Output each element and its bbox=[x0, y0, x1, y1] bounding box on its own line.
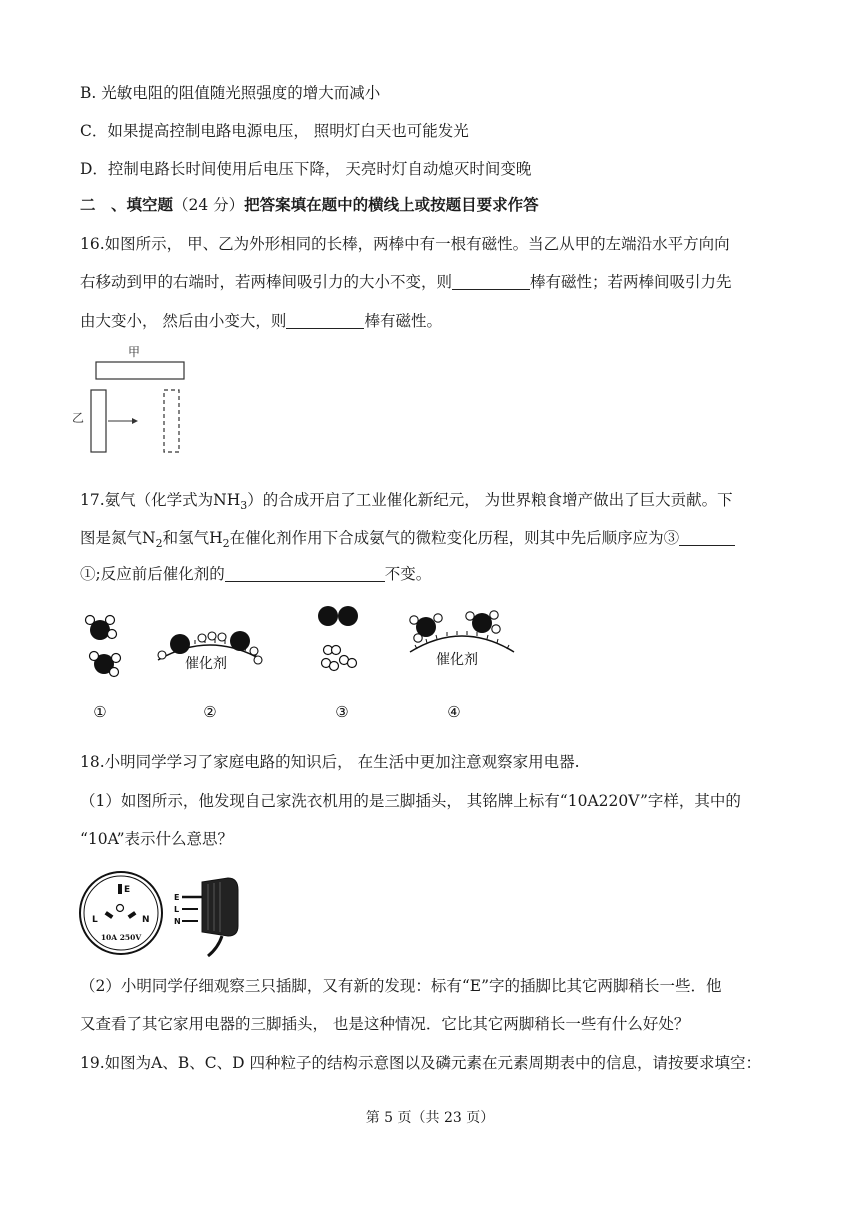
option-d: D．控制电路长时间使用后电压下降， 天亮时灯自动熄灭时间变晚 bbox=[80, 160, 532, 178]
q16-text3b: 棒有磁性。 bbox=[364, 312, 442, 330]
q17-text3b: 不变。 bbox=[384, 565, 432, 583]
q17-blank2[interactable] bbox=[225, 565, 385, 582]
q16-text2b: 棒有磁性；若两棒间吸引力先 bbox=[530, 273, 732, 291]
section-instruction: 把答案填在题中的横线上或按题目要求作答 bbox=[244, 195, 539, 214]
q17-text3a: ①;反应前后催化剂的 bbox=[80, 565, 225, 583]
n2-subscript: 2 bbox=[155, 537, 163, 550]
stage-label-2: ② bbox=[203, 703, 217, 721]
page-footer: 第 5 页（共 23 页） bbox=[365, 1110, 495, 1126]
pin-label-n: N bbox=[142, 915, 150, 925]
side-label-l: L bbox=[174, 905, 180, 914]
stage-label-1: ① bbox=[93, 703, 107, 721]
q18-plug-figure bbox=[78, 870, 248, 960]
q18-line4: （2）小明同学仔细观察三只插脚，又有新的发现：标有“E”字的插脚比其它两脚稍长一些．他 bbox=[80, 977, 722, 995]
option-b: B. 光敏电阻的阻值随光照强度的增大而减小 bbox=[80, 84, 381, 102]
stage-label-4: ④ bbox=[447, 703, 461, 721]
plug-side bbox=[174, 878, 238, 956]
h2-subscript: 2 bbox=[222, 537, 230, 550]
stage2-adsorbed-atoms bbox=[158, 631, 262, 672]
label-jia: 甲 bbox=[128, 345, 141, 359]
pin-label-e: E bbox=[124, 885, 131, 895]
q17-line3 bbox=[80, 564, 431, 584]
q17-text2c: 在催化剂作用下合成氨气的微粒变化历程，则其中先后顺序应为③ bbox=[229, 529, 680, 547]
bar-yi-dashed bbox=[164, 390, 179, 452]
option-c: C．如果提高控制电路电源电压， 照明灯白天也可能发光 bbox=[80, 122, 469, 140]
q17-line1 bbox=[80, 490, 733, 510]
q18-line5: 又查看了其它家用电器的三脚插头， 也是这种情况．它比其它两脚稍长一些有什么好处？ bbox=[80, 1015, 690, 1033]
q19-line1: 19.如图为A、B、C、D 四种粒子的结构示意图以及磷元素在元素周期表中的信息，请按要求填空： bbox=[80, 1054, 761, 1072]
q16-magnet-figure bbox=[70, 342, 200, 457]
plug-face bbox=[80, 872, 162, 954]
stage3-reactants bbox=[318, 606, 358, 671]
q18-line2: （1）如图所示，他发现自己家洗衣机用的是三脚插头， 其铭牌上标有“10A220V”字样，其中的 bbox=[80, 792, 741, 810]
bar-jia bbox=[96, 362, 184, 379]
side-label-e: E bbox=[174, 893, 180, 902]
q18-line1: 18.小明同学学习了家庭电路的知识后， 在生活中更加注意观察家用电器. bbox=[80, 753, 580, 771]
q17-text1a: 17.氨气（化学式为NH bbox=[80, 491, 241, 509]
plug-rating: 10A 250V bbox=[100, 933, 142, 942]
q16-line1: 16.如图所示， 甲、乙为外形相同的长棒，两棒中有一根有磁性。当乙从甲的左端沿水平方向向 bbox=[80, 235, 730, 253]
q17-line2 bbox=[80, 528, 735, 548]
side-label-n: N bbox=[174, 917, 181, 926]
q17-blank1[interactable] bbox=[679, 529, 735, 546]
label-yi: 乙 bbox=[72, 411, 85, 425]
section-heading bbox=[80, 195, 539, 215]
q16-blank1[interactable] bbox=[452, 273, 530, 290]
q17-text1b: ）的合成开启了工业催化新纪元， 为世界粮食增产做出了巨大贡献。下 bbox=[247, 491, 733, 509]
q16-blank2[interactable] bbox=[286, 312, 364, 329]
stage4-ammonia-on-catalyst bbox=[410, 611, 514, 668]
stage1-ammonia bbox=[86, 616, 121, 677]
q18-line3: “10A”表示什么意思？ bbox=[80, 830, 233, 848]
nh3-subscript: 3 bbox=[240, 499, 248, 512]
section-score: （24 分） bbox=[173, 196, 245, 214]
q17-text2a: 图是氮气N bbox=[80, 529, 156, 547]
catalyst-label-2: 催化剂 bbox=[185, 656, 227, 672]
q16-text3a: 由大变小， 然后由小变大，则 bbox=[80, 312, 287, 330]
q17-text2b: 和氢气H bbox=[162, 529, 223, 547]
catalyst-label-4: 催化剂 bbox=[436, 652, 478, 668]
stage-label-3: ③ bbox=[335, 703, 349, 721]
pin-label-l: L bbox=[92, 915, 98, 925]
q16-line2 bbox=[80, 272, 732, 292]
q16-text2a: 右移动到甲的右端时，若两棒间吸引力的大小不变，则 bbox=[80, 273, 453, 291]
bar-yi bbox=[91, 390, 106, 452]
q17-catalyst-figure bbox=[70, 600, 530, 725]
q16-line3 bbox=[80, 311, 442, 331]
arrow-head bbox=[132, 418, 138, 424]
section-number: 二 、填空题 bbox=[80, 195, 174, 214]
